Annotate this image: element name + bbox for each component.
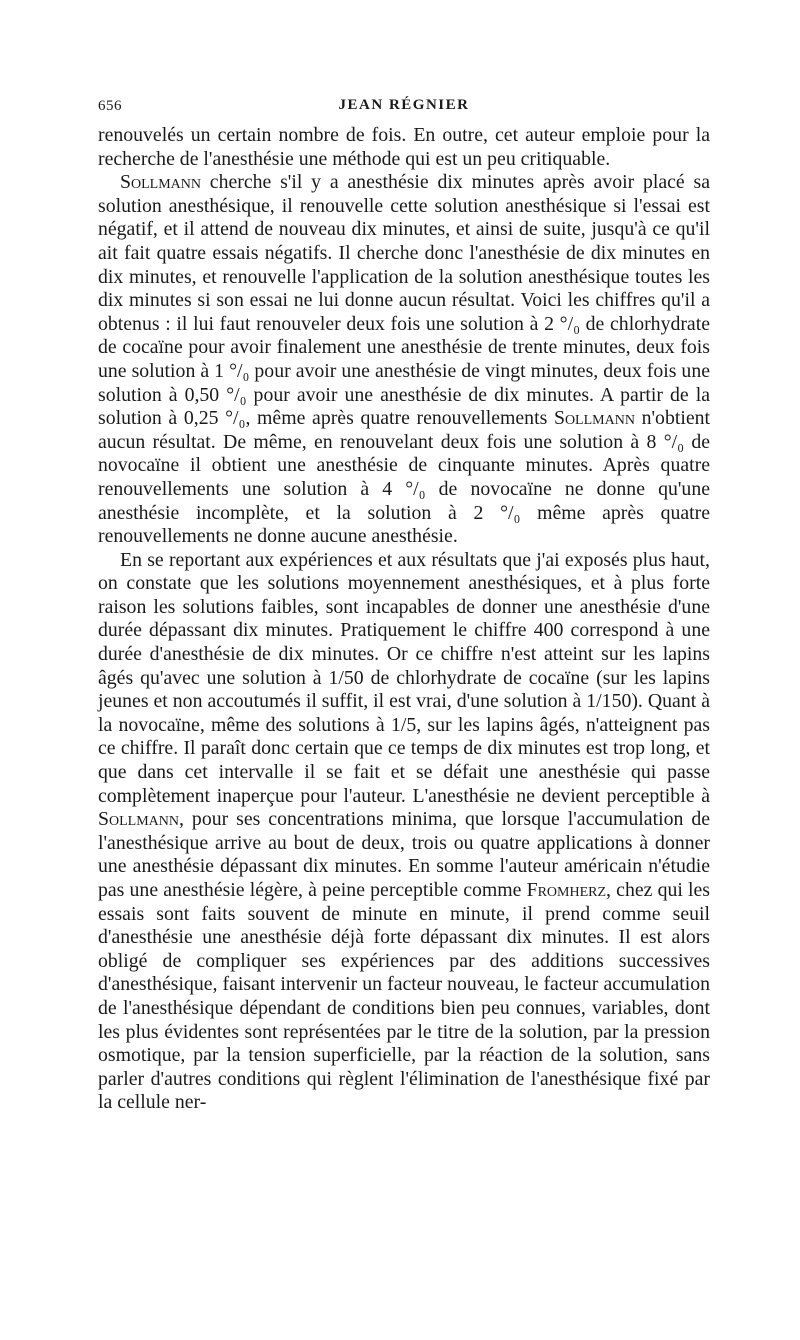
- running-head: JEAN RÉGNIER: [338, 97, 470, 113]
- author-name: Sollmann: [120, 171, 201, 194]
- text-segment: n'obtient aucun résultat. De même, en renouvelant deux fois une solution à 8 °/₀ de novocaïne il obtient une anesthésie de cinquante minutes. Après quatre renouvellements une solution à 4 °/₀ de novocaïne ne donne qu'une anesthésie incomplète, et la solution à 2 °/₀ même après quatre renouvellements ne donne aucune anesthésie.: [98, 407, 710, 548]
- author-name: Sollmann: [98, 808, 179, 831]
- paragraph: [98, 124, 710, 171]
- body-text: [98, 124, 710, 1115]
- text-segment: cherche s'il y a anesthésie dix minutes après avoir placé sa solution anesthésique, il renouvelle cette solution anesthésique si l'essai est négatif, et il attend de nouveau dix minutes, et ainsi de suite, jusqu'à ce qu'il ait fait quatre essais négatifs. Il cherche donc l'anesthésie de dix minutes en dix minutes, et renouvelle l'application de la solution anesthésique toutes les dix minutes si son essai ne lui donne aucun résultat. Voici les chiffres qu'il a obtenus : il lui faut renouveler deux fois une solution à 2 °/₀ de chlorhydrate de cocaïne pour avoir finalement une anesthésie de trente minutes, deux fois une solution à 1 °/₀ pour avoir une anesthésie de vingt minutes, deux fois une solution à 0,50 °/₀ pour avoir une anesthésie de dix minutes. A partir de la solution à 0,25 °/₀, même après quatre renouvellements: [98, 171, 710, 430]
- author-name: Sollmann: [553, 407, 635, 430]
- paragraph: [98, 171, 710, 549]
- text-segment: , chez qui les essais sont faits souvent de minute en minute, il prend comme seuil d'anesthésie une anesthésie déjà forte dépassant dix minutes. Il est alors obligé de compliquer ses expériences par des additions successives d'anesthésique, faisant intervenir un facteur nouveau, le facteur accumulation de l'anesthésique dépendant de conditions bien peu connues, variables, dont les plus évidentes sont représentées par le titre de la solution, par la pression osmotique, par la tension superficielle, par la réaction de la solution, sans parler d'autres conditions qui règlent l'élimination de l'anesthésique fixé par la cellule ner-: [98, 879, 710, 1114]
- text-segment: renouvelés un certain nombre de fois. En outre, cet auteur emploie pour la recherche de l'anesthésie une méthode qui est un peu critiquable.: [98, 124, 710, 170]
- author-name: Fromherz: [526, 879, 607, 901]
- paragraph: [98, 549, 710, 1115]
- text-segment: En se reportant aux expériences et aux résultats que j'ai exposés plus haut, on constate que les solutions moyennement anesthésiques, et à plus forte raison les solutions faibles, sont incapables de donner une anesthésie d'une durée dépassant dix minutes. Pratiquement le chiffre 400 correspond à une durée d'anesthésie de dix minutes. Or ce chiffre n'est atteint sur les lapins âgés qu'avec une solution à 1/50 de chlorhydrate de cocaïne (sur les lapins jeunes et non accoutumés il suffit, il est vrai, d'une solution à 1/150). Quant à la novocaïne, même des solutions à 1/5, sur les lapins âgés, n'atteignent pas ce chiffre. Il paraît donc certain que ce temps de dix minutes est trop long, et que dans cet intervalle il se fait et se défait une anesthésie qui passe complètement inaperçue pour l'auteur. L'anesthésie ne devient perceptible à: [98, 548, 710, 807]
- page-header: [98, 90, 710, 124]
- page-number: 656: [98, 98, 122, 114]
- text-segment: , pour ses concentrations minima, que lorsque l'accumulation de l'anesthésique arrive au bout de deux, trois ou quatre applications à donner une anesthésie dépassant dix minutes. En somme l'auteur américain n'étudie pas une anesthésie légère, à peine perceptible comme: [98, 808, 710, 901]
- page: [98, 90, 710, 1115]
